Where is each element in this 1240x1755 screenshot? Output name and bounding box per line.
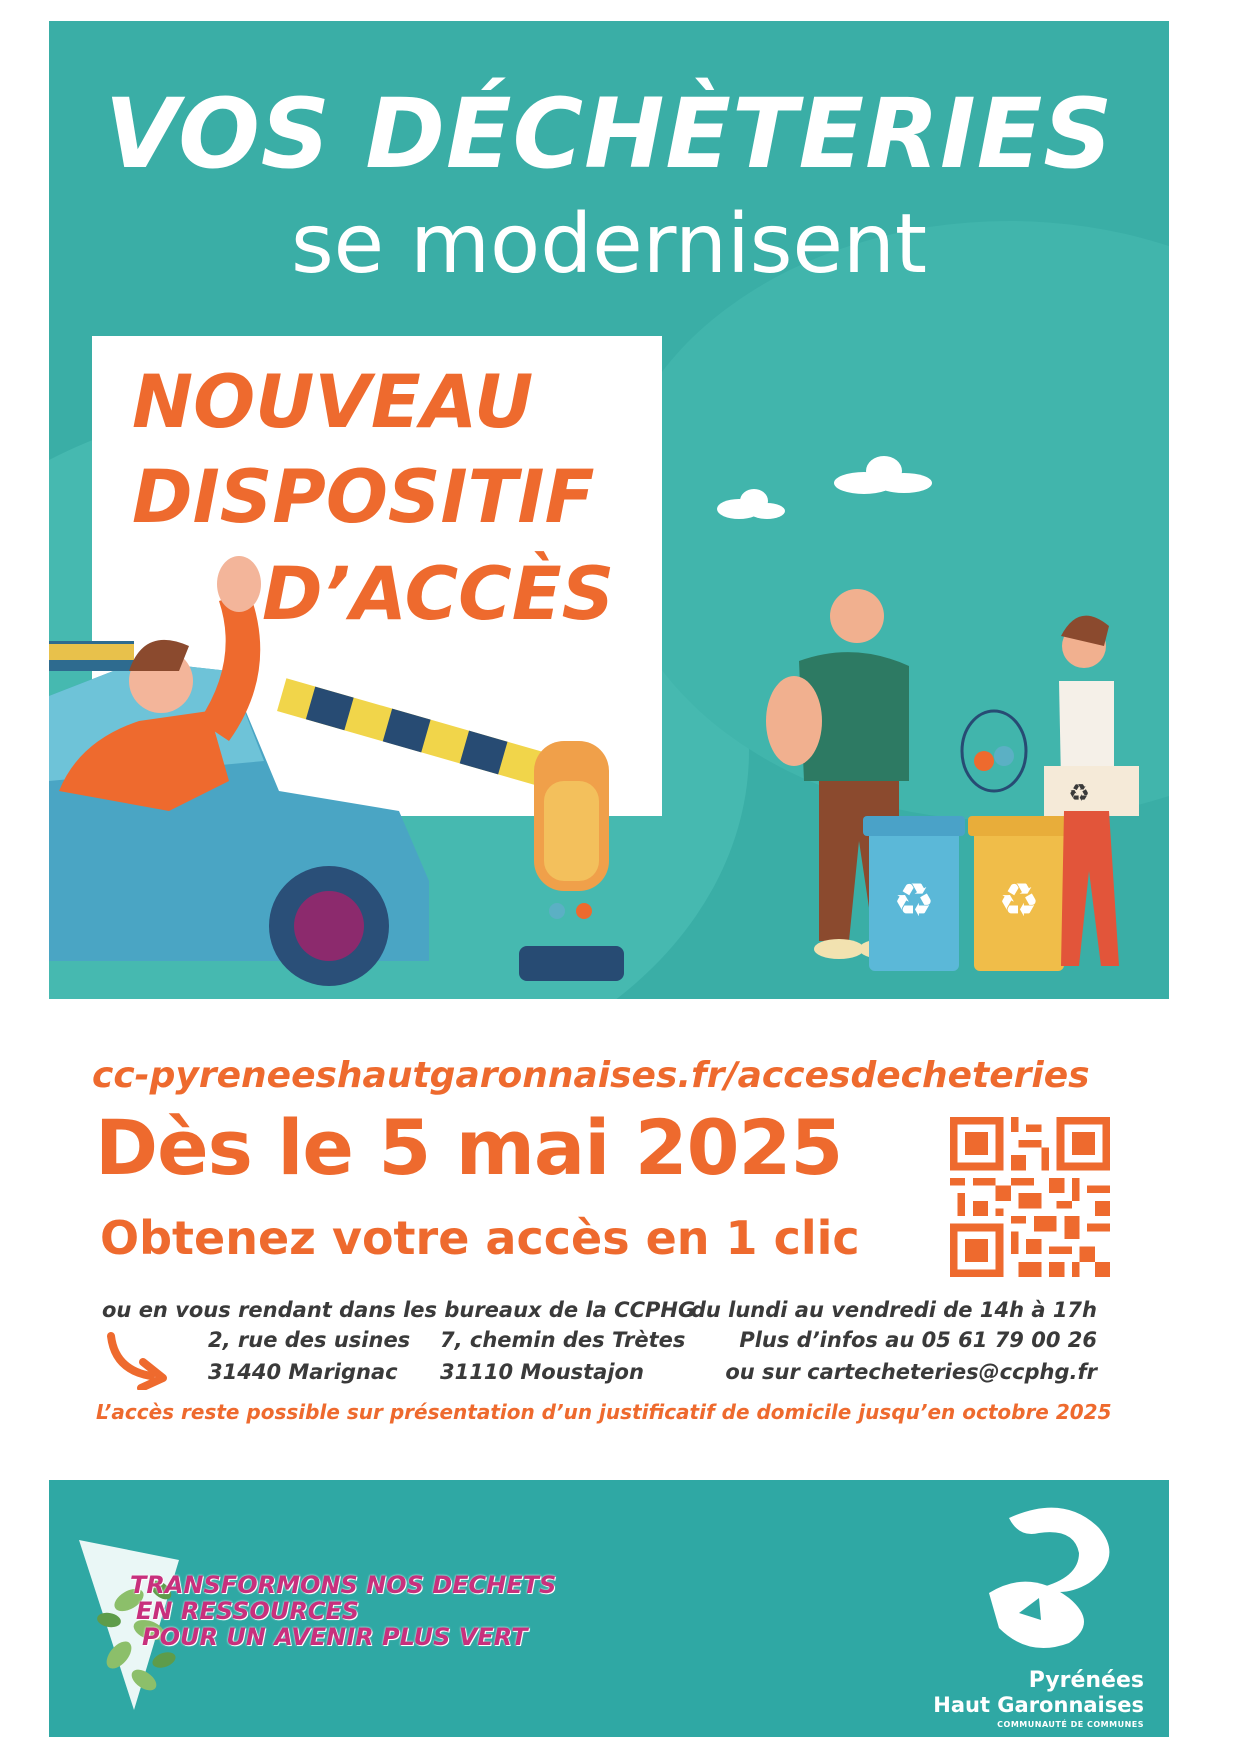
- phone-info: Plus d’infos au 05 61 79 00 26: [739, 1328, 1097, 1352]
- recycling-bins: [863, 816, 1070, 971]
- svg-text:♻: ♻: [893, 873, 935, 927]
- slogan-line-1: TRANSFORMONS NOS DECHETS: [130, 1571, 557, 1599]
- email-info[interactable]: ou sur cartecheteries@ccphg.fr: [725, 1360, 1097, 1384]
- call-to-action: Obtenez votre accès en 1 clic: [100, 1211, 860, 1265]
- panel-line-3: D’ACCÈS: [262, 552, 615, 637]
- recycling-illustration: [49, 21, 1169, 999]
- headline: VOS DÉCHÈTERIES: [104, 78, 1114, 190]
- logo-tagline: COMMUNAUTÉ DE COMMUNES: [997, 1720, 1144, 1729]
- office2-street: 7, chemin des Trètes: [440, 1328, 686, 1352]
- slogan-line-3: POUR UN AVENIR PLUS VERT: [142, 1622, 528, 1651]
- office-intro: ou en vous rendant dans les bureaux de la CCPHG: [102, 1298, 696, 1322]
- logo-name-1: Pyrénées: [1028, 1668, 1144, 1693]
- office1-city: 31440 Marignac: [208, 1360, 398, 1384]
- access-note: L’accès reste possible sur présentation d’un justificatif de domicile jusqu’en octobre 2025: [96, 1400, 1112, 1424]
- arrow-icon: [105, 1330, 175, 1390]
- hero-banner: [49, 21, 1169, 999]
- office2-city: 31110 Moustajon: [440, 1360, 644, 1384]
- cloud-icon: [717, 456, 932, 519]
- car-illustration: [49, 556, 429, 986]
- svg-text:♻: ♻: [998, 873, 1040, 927]
- logo-name-2: Haut Garonnaises: [933, 1693, 1144, 1717]
- slogan-line-2: EN RESSOURCES: [136, 1596, 360, 1625]
- slogan: [130, 1573, 556, 1651]
- svg-text:♻: ♻: [1068, 779, 1090, 807]
- panel-line-2: DISPOSITIF: [132, 455, 595, 540]
- start-date: Dès le 5 mai 2025: [95, 1103, 843, 1192]
- office1-street: 2, rue des usines: [208, 1328, 411, 1352]
- opening-hours: du lundi au vendredi de 14h à 17h: [690, 1298, 1097, 1322]
- qr-code[interactable]: [950, 1117, 1110, 1277]
- website-link[interactable]: cc-pyreneeshautgaronnaises.fr/accesdecheteries: [92, 1055, 1090, 1096]
- ccphg-logo-icon: [969, 1498, 1139, 1648]
- panel-line-1: NOUVEAU: [132, 360, 534, 445]
- subheadline: se modernisent: [290, 197, 928, 292]
